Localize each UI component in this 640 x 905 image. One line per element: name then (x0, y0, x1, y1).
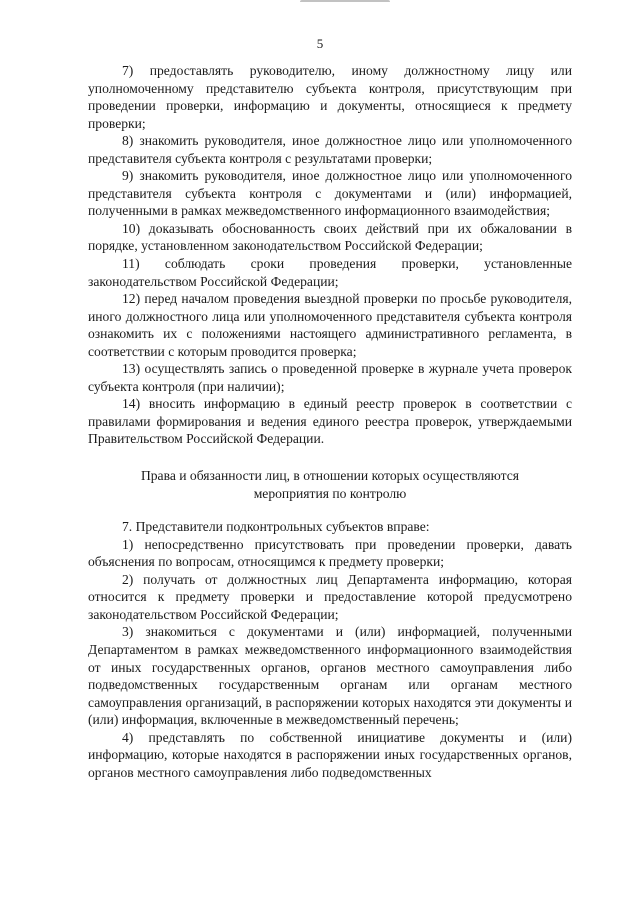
list-item-7: 7) предоставлять руководителю, иному должностному лицу или уполномоченному представителю субъекта контроля, присутствующим при проведении проверки, информацию и документы, относящиеся к предмету проверки; (88, 63, 572, 131)
right-item-1: 1) непосредственно присутствовать при проведении проверки, давать объяснения по вопросам, относящимся к предмету проверки; (88, 536, 572, 570)
clause-7-intro: 7. Представители подконтрольных субъектов вправе: (122, 519, 430, 535)
page-number: 5 (316, 36, 324, 51)
document-body (88, 62, 572, 781)
list-item-11: 11) соблюдать сроки проведения проверки, установленные законодательством Российской Федерации; (88, 256, 572, 289)
right-item-2: 2) получать от должностных лиц Департамента информацию, которая относится к предмету проверки и предоставление которой предусмотрено законодательством Российской Федерации; (88, 571, 572, 622)
list-item-13: 13) осуществлять запись о проведенной проверке в журнале учета проверок субъекта контроля (при наличии); (88, 361, 572, 394)
section-heading: Права и обязанности лиц, в отношении которых осуществляются мероприятия по контролю (140, 468, 520, 501)
list-item-10: 10) доказывать обоснованность своих действий при их обжаловании в порядке, установленном законодательством Российской Федерации; (88, 220, 572, 254)
right-item-4: 4) представлять по собственной инициативе документы и (или) информацию, которые находятся в распоряжении иных государственных органов, органов местного самоуправления либо подведомственных (88, 729, 572, 780)
scan-edge-mark (300, 0, 390, 5)
list-item-9: 9) знакомить руководителя, иное должностное лицо или уполномоченного представителя субъекта контроля с документами и (или) информацией, полученными в рамках межведомственного информационного взаимодействия; (88, 168, 572, 219)
right-item-3: 3) знакомиться с документами и (или) информацией, полученными Департаментом в рамках межведомственного информационного взаимодействия от иных государственных органов, органов местного самоуправления либо подведомственных государственным органам или органам местного самоуправления организаций, в распоряжении которых находятся эти документы и (или) информация, включенные в межведомственный перечень; (88, 624, 572, 728)
list-item-8: 8) знакомить руководителя, иное должностное лицо или уполномоченного представителя субъекта контроля с результатами проверки; (88, 133, 572, 166)
list-item-14: 14) вносить информацию в единый реестр проверок в соответствии с правилами формирования и ведения единого реестра проверок, утверждаемыми Правительством Российской Федерации. (88, 396, 572, 447)
list-item-12: 12) перед началом проведения выездной проверки по просьбе руководителя, иного должностного лица или уполномоченного представителя субъекта контроля ознакомить их с положениями настоящего административного регламента, в соответствии с которым проводится проверка; (88, 291, 572, 359)
